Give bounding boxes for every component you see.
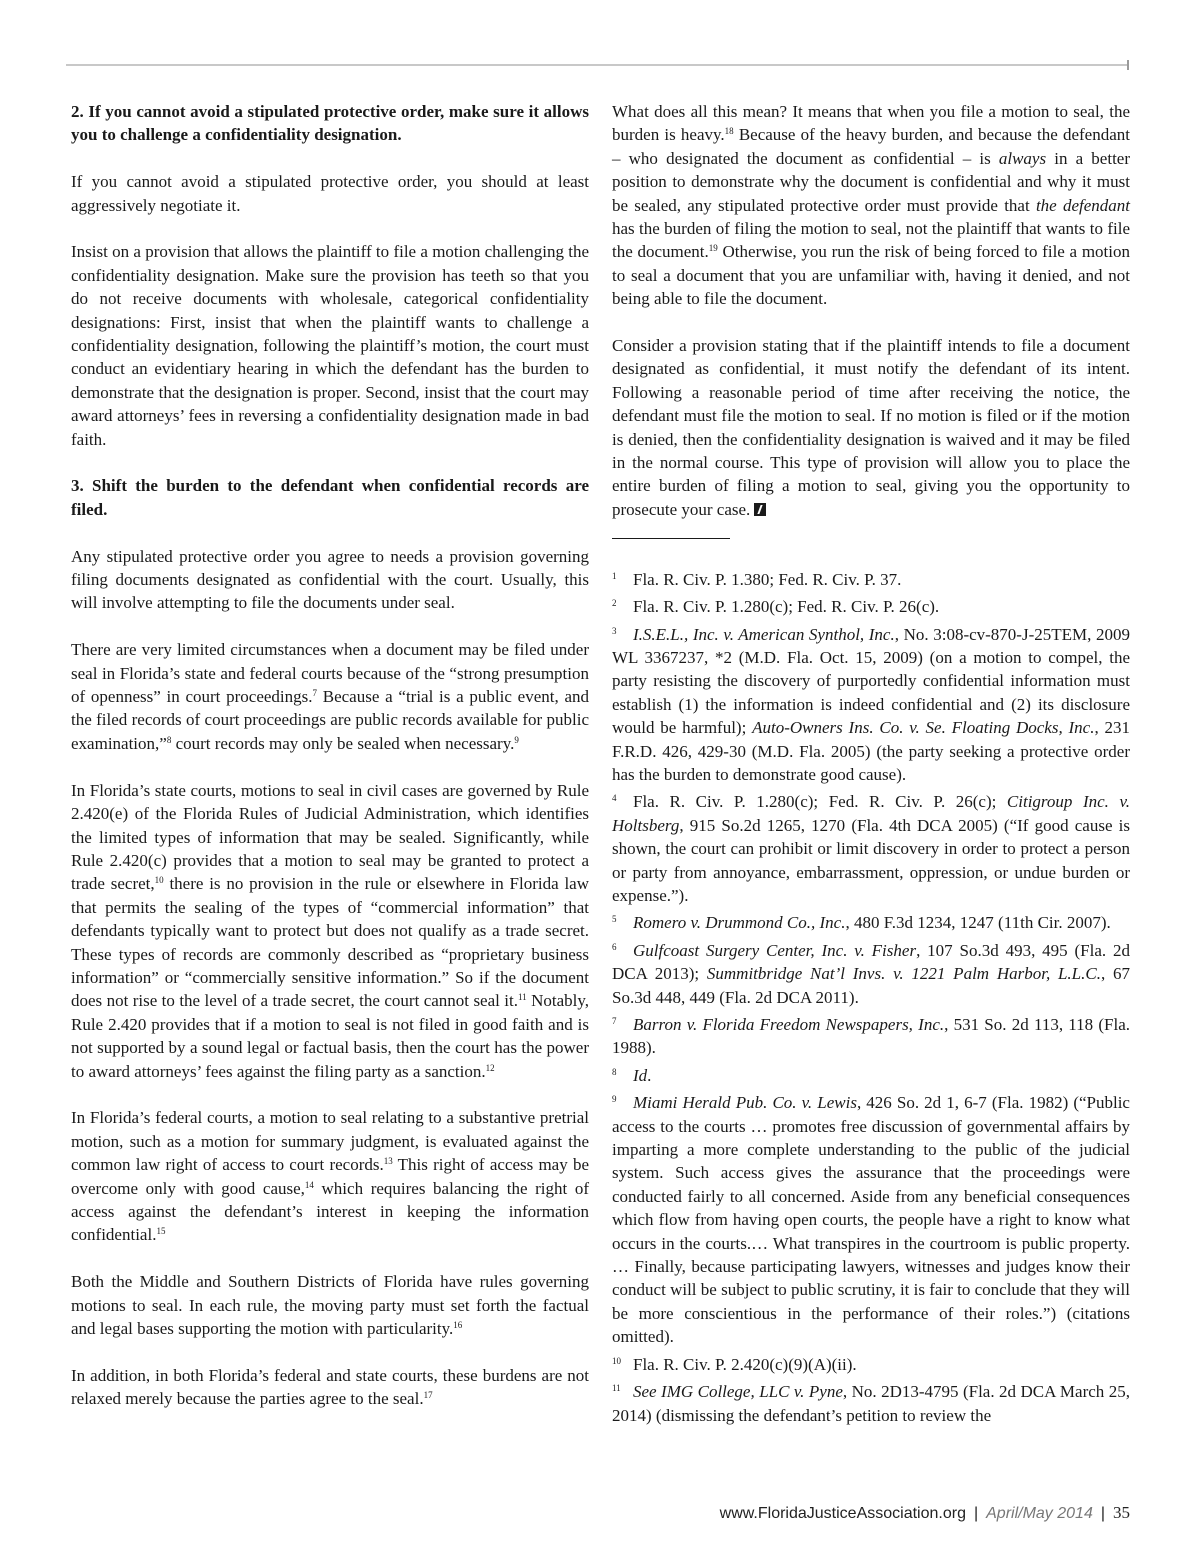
footnote-text: , No. 3:08-cv-870-J-25TEM, 2009 WL 3367237, *2 (M.D. Fla. Oct. 15, 2009) (on a motion to compel, the party resisting the discovery of purportedly confidential information must establish (1) the information is indeed confidential and (2) its disclosure would be harmful); [612,624,1130,738]
footnote-ref[interactable]: 11 [517,992,527,1003]
text: which requires balancing the right of access against the defendant’s interest in keeping the information confidential. [71,1178,590,1245]
footnote-text: , 107 So.3d 493, 495 (Fla. 2d DCA 2013); [612,940,1130,984]
footnote-ref[interactable]: 12 [485,1062,495,1073]
text: Because of the heavy burden, and because the defendant – who designated the document as confidential – is [612,125,1130,168]
footnote-ref[interactable]: 16 [453,1320,463,1330]
text: Consider a provision stating that if the plaintiff intends to file a document designated as confidential, it must notify the defendant of its intent. Following a reasonable period of time after receiving the notice, the defendant must file the motion to seal. If no motion is filed or if the motion is denied, then the confidentiality designation is waived and it may be filed in the normal course. This type of provision will allow you to place the entire burden of filing a motion to seal, giving you the opportunity to prosecute your case. [612,336,1130,519]
paragraph: Insist on a provision that allows the plaintiff to file a motion challenging the confidentiality designation. Make sure the provision has teeth so that you do not receive documents with wholesale, categorical confidentiality designations: First, insist that when the plaintiff wants to challenge a confidentiality designation, following the plaintiff’s motion, the court must conduct an evidentiary hearing in which the defendant has the burden to demonstrate that the designation is proper. Second, insist that the court may award attorneys’ fees in reversing a confidentiality designation made in bad faith. [71,242,589,449]
footnote-ref[interactable]: 14 [304,1179,314,1190]
paragraph [71,638,589,755]
section-heading-3: 3. Shift the burden to the defendant when confidential records are filed. [71,476,589,519]
case-name: I.S.E.L., Inc. v. American Synthol, Inc. [633,624,895,644]
top-rule [66,64,1128,66]
paragraph [612,100,1130,311]
text: In addition, in both Florida’s federal and state courts, these burdens are not relaxed merely because the parties agree to the seal. [71,1365,589,1409]
footer-divider: | [1100,1505,1105,1522]
footnote-text: . [647,1065,652,1085]
footnote-ref[interactable]: 7 [312,688,318,699]
text: in a better position to demonstrate why the document is confidential and why it must be sealed, any stipulated protective order must provide that [612,148,1130,215]
footnote: 2 Fla. R. Civ. P. 1.280(c); Fed. R. Civ. P. 26(c). [612,597,940,617]
footnote-ref[interactable]: 10 [154,875,164,886]
footnote: 6 Gulfcoast Surgery Center, Inc. v. Fisher, 107 So.3d 493, 495 (Fla. 2d DCA 2013); Summitbridge Nat’l Invs. v. 1221 Palm Harbor, L.L.C., 67 So.3d 448, 449 (Fla. 2d DCA 2011). [612,940,1131,1007]
case-name: Romero v. Drummond Co., Inc. [633,913,846,933]
footnote-text: , 480 F.3d 1234, 1247 (11th Cir. 2007). [845,913,1111,933]
footnote-text: Fla. R. Civ. P. 1.380; Fed. R. Civ. P. 37. [633,569,902,589]
issue-date: April/May 2014 [986,1505,1093,1522]
footnote: 5 Romero v. Drummond Co., Inc., 480 F.3d 1234, 1247 (11th Cir. 2007). [612,913,1111,933]
footnote-ref[interactable]: 13 [383,1156,393,1167]
case-name: See IMG College, LLC v. Pyne [633,1382,843,1402]
footnote-ref[interactable]: 8 [166,734,172,745]
case-name: Auto-Owners Ins. Co. v. Se. Floating Docks, Inc. [752,718,1095,738]
footnote: 1 Fla. R. Civ. P. 1.380; Fed. R. Civ. P. 37. [612,569,902,589]
paragraph: If you cannot avoid a stipulated protective order, you should at least aggressively negotiate it. [71,172,589,215]
paragraph [71,779,589,1083]
paragraph [71,1270,589,1340]
case-name: Gulfcoast Surgery Center, Inc. v. Fisher [633,940,917,960]
footnote-ref[interactable]: 15 [156,1226,166,1237]
case-name: Miami Herald Pub. Co. v. Lewis [633,1093,857,1113]
text: Notably, Rule 2.420 provides that if a motion to seal is not filed in good faith and is not supported by a sound legal or factual basis, then the court has the power to award attorneys’ fees against the filing party as a sanction. [71,991,589,1081]
paragraph [71,1106,589,1246]
text: What does all this mean? It means that when you file a motion to seal, the burden is heavy. [612,102,1130,145]
text: court records may only be sealed when necessary. [171,733,515,753]
section-heading-2: 2. If you cannot avoid a stipulated protective order, make sure it allows you to challenge a confidentiality designation. [71,102,589,145]
footnote-text: , 231 F.R.D. 426, 429-30 (M.D. Fla. 2005) (the party seeking a protective order has the burden to demonstrate good cause). [612,718,1131,784]
text: There are very limited circumstances when a document may be filed under seal in Florida’s state and federal courts because of the “strong presumption of openness” in court proceedings. [71,640,589,707]
footnote-ref[interactable]: 9 [514,734,519,745]
text: Because a “trial is a public event, and the filed records of court proceedings are public records available for public examination,” [71,687,589,753]
footnote-text: , 67 So.3d 448, 449 (Fla. 2d DCA 2011). [612,964,1131,1007]
footnote: 4 Fla. R. Civ. P. 1.280(c); Fed. R. Civ. P. 26(c); Citigroup Inc. v. Holtsberg, 915 So.2d 1265, 1270 (Fla. 4th DCA 2005) (“If good cause is shown, the court can prohibit or limit discovery in order to protect a person or party from annoyance, embarrassment, oppression, or undue burden or expense.”). [612,792,1131,905]
case-name: Barron v. Florida Freedom Newspapers, Inc. [633,1015,945,1034]
footnote-text: Fla. R. Civ. P. 2.420(c)(9)(A)(ii). [633,1354,857,1374]
end-of-article-icon [754,503,766,516]
text: In Florida’s state courts, motions to seal in civil cases are governed by Rule 2.420(e) of the Florida Rules of Judicial Administration, which identifies the limited types of information that may be sealed. Significantly, while Rule 2.420(c) provides that a motion to seal may be granted to protect a trade secret, [71,780,589,894]
page-footer [720,1503,1130,1523]
footnote-ref[interactable]: 17 [423,1390,433,1401]
website-link[interactable]: www.FloridaJusticeAssociation.org [719,1505,966,1522]
footnote-text: Fla. R. Civ. P. 1.280(c); Fed. R. Civ. P. 26(c); [633,792,1007,812]
footnote-text: , 915 So.2d 1265, 1270 (Fla. 4th DCA 2005) (“If good cause is shown, the court can prohibit or limit discovery in order to protect a person or party from annoyance, embarrassment, oppression, or undue burden or expense.”). [612,815,1130,905]
footnote-divider [612,538,730,539]
case-name: Citigroup Inc. v. Holtsberg [612,792,1131,835]
page-number: 35 [1113,1503,1130,1522]
footnote-ref[interactable]: 18 [724,126,734,137]
paragraph [612,334,1130,521]
right-column [612,100,1130,1427]
footnote: 7 Barron v. Florida Freedom Newspapers, Inc., 531 So. 2d 113, 118 (Fla. 1988). [612,1015,1131,1058]
footnote-text: , 531 So. 2d 113, 118 (Fla. 1988). [612,1015,1131,1058]
paragraph: Any stipulated protective order you agree to needs a provision governing filing documents designated as confidential with the court. Usually, this will involve attempting to file the documents under seal. [71,546,589,613]
paragraph [71,1364,589,1411]
footnote: 11 See IMG College, LLC v. Pyne, No. 2D13-4795 (Fla. 2d DCA March 25, 2014) (dismissing the defendant’s petition to review the [612,1382,1131,1425]
text: Both the Middle and Southern Districts of Florida have rules governing motions to seal. In each rule, the moving party must set forth the factual and legal bases supporting the motion with particularity. [71,1272,589,1338]
footer-divider: | [973,1505,979,1522]
footnote-ref[interactable]: 19 [708,243,718,254]
text: This right of access may be overcome only with good cause, [71,1155,589,1198]
text: there is no provision in the rule or elsewhere in Florida law that permits the sealing of the types of “commercial information” that defendants typically want to protect but does not qualify as a trade secret. These types of records are commonly described as “proprietary business information” or “commercially sensitive information.” So if the document does not rise to the level of a trade secret, the court cannot seal it. [71,874,589,1011]
case-name: Id [633,1065,648,1085]
footnote: 10 Fla. R. Civ. P. 2.420(c)(9)(A)(ii). [612,1354,857,1374]
footnote: 3 I.S.E.L., Inc. v. American Synthol, Inc., No. 3:08-cv-870-J-25TEM, 2009 WL 3367237, *2 (M.D. Fla. Oct. 15, 2009) (on a motion to compel, the party resisting the discovery of purportedly confidential information must establish (1) the information is indeed confidential and (2) its disclosure would be harmful); Auto-Owners Ins. Co. v. Se. Floating Docks, Inc., 231 F.R.D. 426, 429-30 (M.D. Fla. 2005) (the party seeking a protective order has the burden to demonstrate good cause). [612,624,1131,784]
emphasis: always [998,148,1047,168]
left-column [71,100,589,1434]
text: Otherwise, you run the risk of being forced to file a motion to seal a document that you are unfamiliar with, having it denied, and not being able to file the document. [612,242,1131,309]
emphasis: the defendant [1035,195,1131,215]
text: has the burden of filing the motion to seal, not the plaintiff that wants to file the document. [612,219,1130,262]
footnote-text: , No. 2D13-4795 (Fla. 2d DCA March 25, 2014) (dismissing the defendant’s petition to review the [612,1382,1131,1425]
footnote: 8 Id. [612,1065,652,1085]
footnote: 9 Miami Herald Pub. Co. v. Lewis, 426 So. 2d 1, 6-7 (Fla. 1982) (“Public access to the courts … promotes free discussion of governmental affairs by imparting a more complete understanding to the public of the judicial system. Such access gives the assurance that the proceedings were conducted fairly to all concerned. Aside from any beneficial consequences which flow from having open courts, the people have a right to know what occurs in the courts.… What transpires in the courtroom is public property. … Finally, because participating lawyers, witnesses and judges know their conduct will be subject to public scrutiny, it is fair to conclude that they will be more conscientious in the performance of their roles.”) (citations omitted). [612,1093,1130,1347]
text: In Florida’s federal courts, a motion to seal relating to a substantive pretrial motion, such as a motion for summary judgment, is evaluated against the common law right of access to court records. [71,1108,589,1175]
footnote-text: Fla. R. Civ. P. 1.280(c); Fed. R. Civ. P. 26(c). [633,597,940,617]
case-name: Summitbridge Nat’l Invs. v. 1221 Palm Harbor, L.L.C. [706,964,1101,984]
footnote-text: , 426 So. 2d 1, 6-7 (Fla. 1982) (“Public access to the courts … promotes free discussion of governmental affairs by imparting a more complete understanding to the public of the judicial system. Such access gives the assurance that the proceedings were conducted fairly to all concerned. Aside from any beneficial consequences which flow from having open courts, the people have a right to know what occurs in the courts.… What transpires in the courtroom is public property. … Finally, because participating lawyers, witnesses and judges know their conduct will be subject to public scrutiny, it is fair to conclude that they will be more conscientious in the performance of their roles.”) (citations omitted). [612,1093,1130,1347]
top-rule-tick [1127,60,1129,70]
